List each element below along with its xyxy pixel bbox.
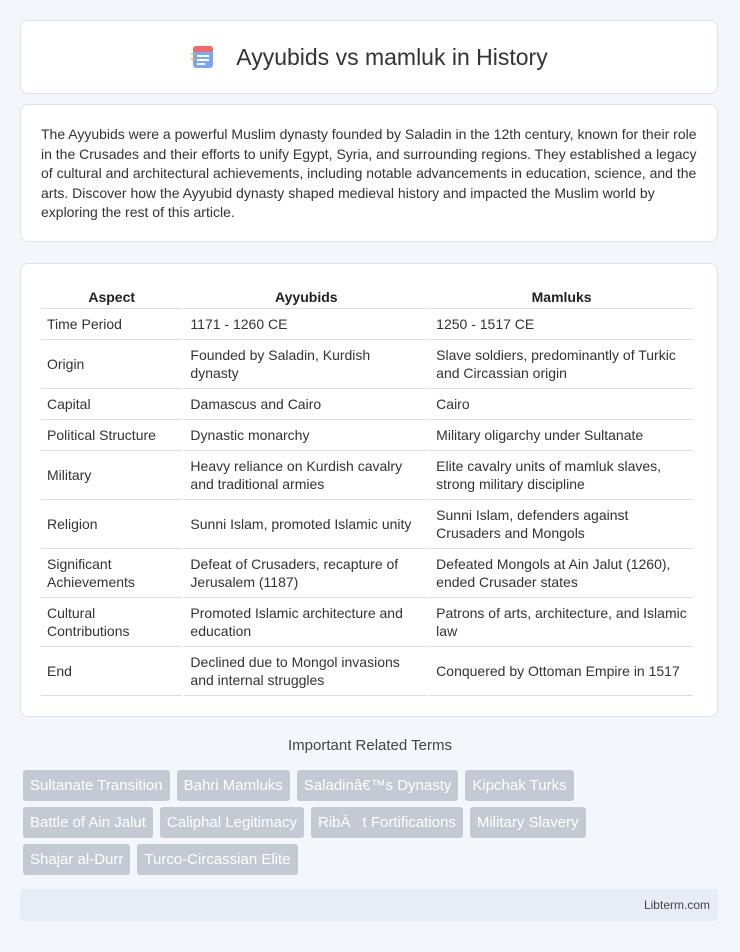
- ayyubids-cell: Promoted Islamic architecture and education: [184, 598, 428, 647]
- related-term-tag[interactable]: RibÄt Fortifications: [311, 807, 463, 838]
- table-header-row: [41, 284, 693, 309]
- mamluks-cell: Military oligarchy under Sultanate: [430, 420, 693, 451]
- aspect-cell: Military: [41, 451, 182, 500]
- table-row: [41, 389, 693, 420]
- comparison-table: [39, 284, 695, 696]
- related-terms-list: [23, 770, 703, 881]
- comparison-card: [20, 263, 718, 717]
- table-row: [41, 420, 693, 451]
- mamluks-cell: Elite cavalry units of mamluk slaves, strong military discipline: [430, 451, 693, 500]
- aspect-cell: Cultural Contributions: [41, 598, 182, 647]
- mamluks-cell: Sunni Islam, defenders against Crusaders and Mongols: [430, 500, 693, 549]
- column-header-aspect: Aspect: [41, 284, 182, 309]
- aspect-cell: Significant Achievements: [41, 549, 182, 598]
- document-icon: [190, 44, 216, 70]
- related-term-tag[interactable]: Military Slavery: [470, 807, 586, 838]
- ayyubids-cell: Heavy reliance on Kurdish cavalry and traditional armies: [184, 451, 428, 500]
- mamluks-cell: 1250 - 1517 CE: [430, 309, 693, 340]
- related-term-tag[interactable]: Saladinâ€™s Dynasty: [297, 770, 459, 801]
- table-row: [41, 549, 693, 598]
- related-term-tag[interactable]: Sultanate Transition: [23, 770, 170, 801]
- table-row: [41, 500, 693, 549]
- title-card: [20, 20, 718, 94]
- related-term-tag[interactable]: Turco-Circassian Elite: [137, 844, 297, 875]
- aspect-cell: Capital: [41, 389, 182, 420]
- mamluks-cell: Slave soldiers, predominantly of Turkic and Circassian origin: [430, 340, 693, 389]
- ayyubids-cell: 1171 - 1260 CE: [184, 309, 428, 340]
- aspect-cell: Origin: [41, 340, 182, 389]
- page-title: Ayyubids vs mamluk in History: [236, 43, 548, 70]
- table-row: [41, 340, 693, 389]
- table-row: [41, 598, 693, 647]
- aspect-cell: Political Structure: [41, 420, 182, 451]
- related-terms-heading: Important Related Terms: [288, 737, 452, 754]
- mamluks-cell: Defeated Mongols at Ain Jalut (1260), ended Crusader states: [430, 549, 693, 598]
- aspect-cell: End: [41, 647, 182, 696]
- related-term-tag[interactable]: Caliphal Legitimacy: [160, 807, 304, 838]
- related-term-tag[interactable]: Bahri Mamluks: [177, 770, 290, 801]
- table-row: [41, 647, 693, 696]
- column-header-ayyubids: Ayyubids: [184, 284, 428, 309]
- ayyubids-cell: Sunni Islam, promoted Islamic unity: [184, 500, 428, 549]
- footer-site-link[interactable]: Libterm.com: [643, 898, 710, 912]
- table-row: [41, 309, 693, 340]
- column-header-mamluks: Mamluks: [430, 284, 693, 309]
- mamluks-cell: Cairo: [430, 389, 693, 420]
- ayyubids-cell: Damascus and Cairo: [184, 389, 428, 420]
- mamluks-cell: Patrons of arts, architecture, and Islamic law: [430, 598, 693, 647]
- aspect-cell: Religion: [41, 500, 182, 549]
- intro-card: [20, 104, 718, 242]
- related-term-tag[interactable]: Battle of Ain Jalut: [23, 807, 153, 838]
- ayyubids-cell: Defeat of Crusaders, recapture of Jerusalem (1187): [184, 549, 428, 598]
- ayyubids-cell: Declined due to Mongol invasions and internal struggles: [184, 647, 428, 696]
- related-term-tag[interactable]: Shajar al-Durr: [23, 844, 130, 875]
- ayyubids-cell: Founded by Saladin, Kurdish dynasty: [184, 340, 428, 389]
- related-term-tag[interactable]: Kipchak Turks: [465, 770, 573, 801]
- intro-paragraph: The Ayyubids were a powerful Muslim dynasty founded by Saladin in the 12th century, known for their role in the Crusades and their efforts to unify Egypt, Syria, and surrounding regions. They established a legacy of cultural and architectural achievements, including notable advancements in education, science, and the arts. Discover how the Ayyubid dynasty shaped medieval history and impacted the Muslim world by exploring the rest of this article.: [41, 126, 697, 221]
- ayyubids-cell: Dynastic monarchy: [184, 420, 428, 451]
- table-row: [41, 451, 693, 500]
- mamluks-cell: Conquered by Ottoman Empire in 1517: [430, 647, 693, 696]
- footer: [20, 889, 718, 921]
- aspect-cell: Time Period: [41, 309, 182, 340]
